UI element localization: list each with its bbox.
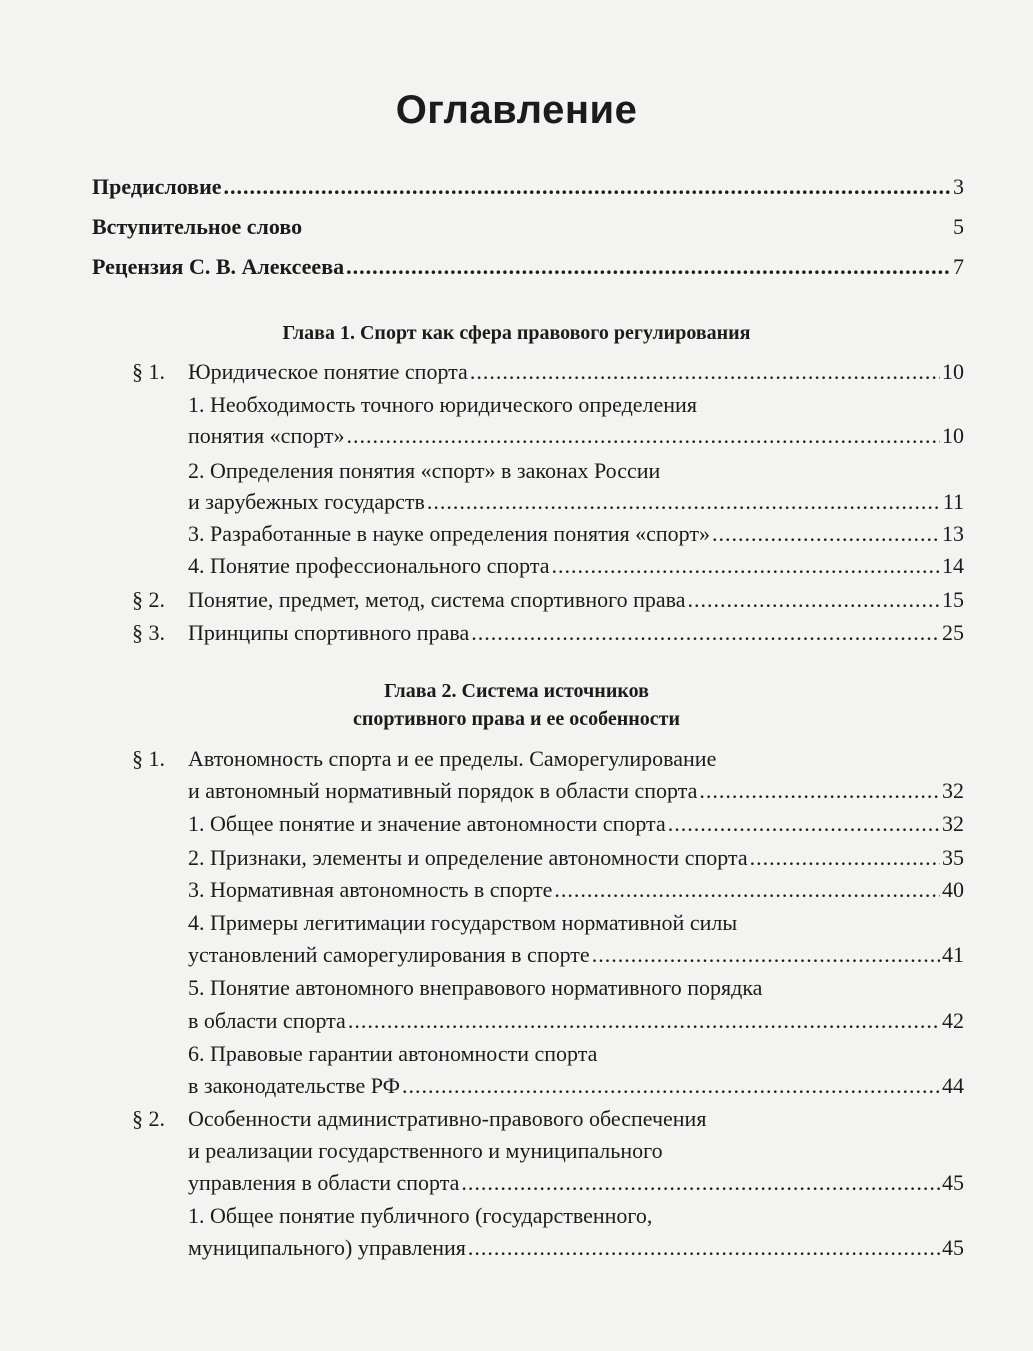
entry-text: Особенности административно-правового обеспечения	[188, 1106, 707, 1131]
leader-dots	[461, 1168, 940, 1198]
toc-entry-review	[92, 252, 964, 282]
leader-dots	[592, 940, 940, 970]
entry-text: 3. Разработанные в науке определения понятия «спорт»	[188, 521, 710, 546]
toc-entry-ch2-s2-1	[188, 1233, 964, 1263]
entry-text: 2. Определения понятия «спорт» в законах России	[188, 458, 661, 483]
toc-entry-ch2-s1-6	[188, 1071, 964, 1101]
entry-text: понятия «спорт»	[188, 423, 345, 448]
toc-entry-ch1-s1	[188, 357, 964, 387]
entry-text: в законодательстве РФ	[188, 1073, 400, 1098]
section-label: § 2.	[132, 587, 165, 612]
page-number: 32	[942, 811, 964, 836]
entry-text: 1. Общее понятие публичного (государственного,	[188, 1203, 653, 1228]
page-number: 41	[942, 942, 964, 967]
toc-entry-ch2-s1-3	[188, 875, 964, 905]
chapter-2-heading-line-2: спортивного права и ее особенности	[352, 708, 680, 730]
toc-entry-intro	[92, 212, 964, 242]
leader-dots	[699, 776, 940, 806]
leader-dots	[554, 875, 940, 905]
page-number: 44	[942, 1073, 964, 1098]
toc-entry-ch2-s2	[188, 1168, 964, 1198]
leader-dots	[687, 585, 940, 615]
page-number: 45	[942, 1170, 964, 1195]
leader-dots	[348, 1006, 940, 1036]
page-number: 15	[942, 587, 964, 612]
leader-dots	[470, 357, 940, 387]
leader-dots	[347, 421, 940, 451]
page-number: 42	[942, 1008, 964, 1033]
entry-text: 6. Правовые гарантии автономности спорта	[188, 1041, 598, 1066]
page-number: 13	[942, 521, 964, 546]
page-number: 40	[942, 877, 964, 902]
toc-entry-ch2-s1-5	[188, 1006, 964, 1036]
entry-text: и зарубежных государств	[188, 489, 425, 514]
entry-text: 3. Нормативная автономность в спорте	[188, 877, 553, 902]
entry-text: 4. Примеры легитимации государством нормативной силы	[188, 910, 738, 935]
entry-text: муниципального) управления	[188, 1235, 466, 1260]
entry-text: Предисловие	[92, 174, 222, 199]
page-number: 5	[953, 214, 964, 239]
entry-text: 5. Понятие автономного внеправового нормативного порядка	[188, 975, 763, 1000]
entry-text: 1. Общее понятие и значение автономности спорта	[188, 811, 666, 836]
leader-dots	[427, 487, 941, 517]
entry-text: в области спорта	[188, 1008, 346, 1033]
entry-text: 2. Признаки, элементы и определение автономности спорта	[188, 845, 748, 870]
page-number: 45	[942, 1235, 964, 1260]
page-number: 3	[953, 174, 964, 199]
page-number: 32	[942, 778, 964, 803]
toc-entry-ch1-s1-1	[188, 421, 964, 451]
entry-text: 1. Необходимость точного юридического определения	[188, 392, 697, 417]
entry-text: 4. Понятие профессионального спорта	[188, 553, 550, 578]
leader-dots	[668, 809, 940, 839]
leader-dots	[468, 1233, 940, 1263]
entry-text: и автономный нормативный порядок в области спорта	[188, 778, 698, 803]
leader-dots	[712, 519, 940, 549]
chapter-2-heading-line-1: Глава 2. Система источников	[384, 680, 649, 702]
entry-text: Автономность спорта и ее пределы. Саморегулирование	[188, 746, 717, 771]
toc-entry-ch1-s1-2	[188, 487, 964, 517]
entry-text: Понятие, предмет, метод, система спортивного права	[188, 587, 686, 612]
section-label: § 1.	[132, 746, 165, 771]
section-label: § 1.	[132, 359, 165, 384]
page-number: 10	[942, 359, 964, 384]
leader-dots	[551, 551, 940, 581]
toc-entry-ch1-s1-3	[188, 519, 964, 549]
leader-dots	[750, 843, 940, 873]
entry-text: установлений саморегулирования в спорте	[188, 942, 590, 967]
entry-text: управления в области спорта	[188, 1170, 460, 1195]
entry-text: Вступительное слово	[92, 214, 303, 239]
toc-entry-ch2-s1	[188, 776, 964, 806]
chapter-1-heading: Глава 1. Спорт как сфера правового регулирования	[282, 322, 751, 344]
section-label: § 2.	[132, 1106, 165, 1131]
leader-dots	[224, 172, 950, 202]
toc-entry-ch2-s1-1	[188, 809, 964, 839]
entry-text: Рецензия С. В. Алексеева	[92, 254, 345, 279]
toc-entry-ch1-s3	[188, 618, 964, 648]
page-number: 11	[942, 489, 964, 514]
toc-entry-preface	[92, 172, 964, 202]
toc-entry-ch2-s1-2	[188, 843, 964, 873]
entry-text: Принципы спортивного права	[188, 620, 470, 645]
toc-entry-ch2-s1-4	[188, 940, 964, 970]
entry-text: Юридическое понятие спорта	[188, 359, 468, 384]
page-title: Оглавление	[395, 88, 638, 132]
toc-entry-ch1-s1-4	[188, 551, 964, 581]
section-label: § 3.	[132, 620, 165, 645]
leader-dots	[346, 252, 950, 282]
page-number: 10	[942, 423, 964, 448]
entry-text: и реализации государственного и муниципального	[188, 1138, 663, 1163]
leader-dots	[402, 1071, 940, 1101]
toc-entry-ch1-s2	[188, 585, 964, 615]
page-number: 35	[942, 845, 964, 870]
leader-dots	[471, 618, 940, 648]
page-number: 25	[942, 620, 964, 645]
page-number: 7	[953, 254, 964, 279]
page-number: 14	[942, 553, 964, 578]
